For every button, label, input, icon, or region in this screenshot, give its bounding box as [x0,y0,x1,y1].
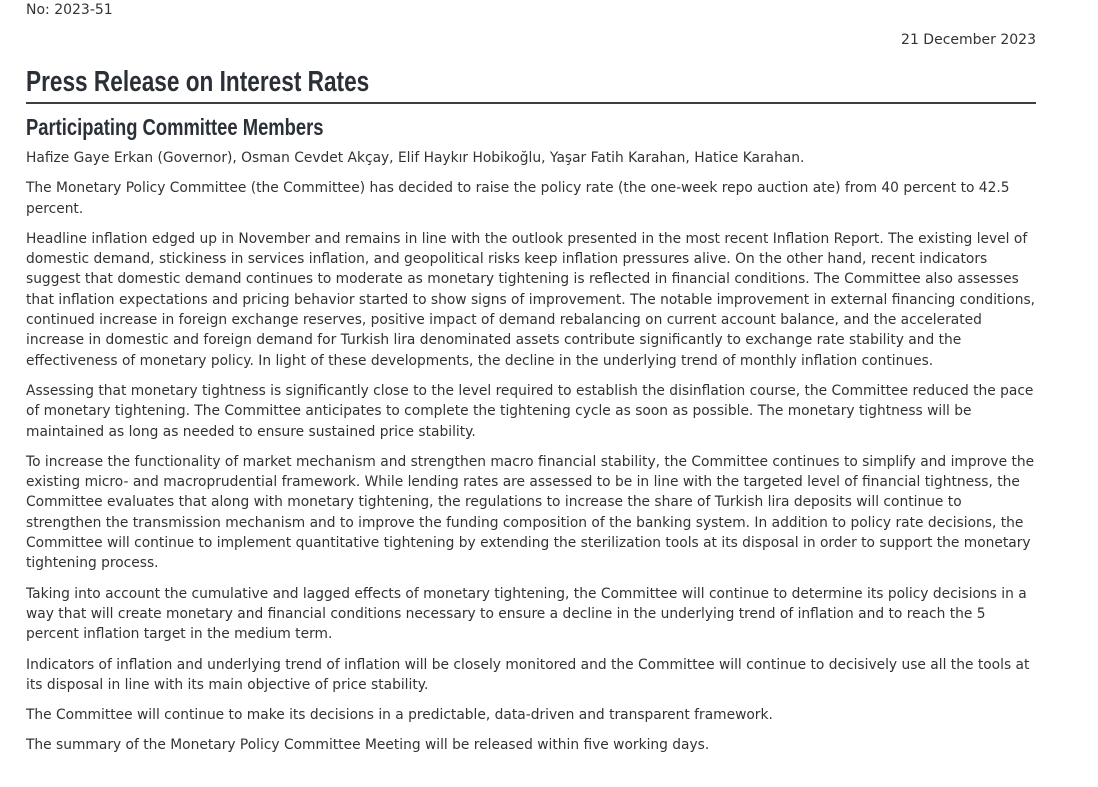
section-heading: Participating Committee Members [26,114,324,140]
paragraph: To increase the functionality of market mechanism and strengthen macro financial stability, the Committee continues to simplify and improve the existing micro- and macroprudential framework. While lending rates are assessed to be in line with the targeted level of financial tightness, the Committee evaluates that along with monetary tightening, the regulations to increase the share of Turkish lira deposits will continue to strengthen the transmission mechanism and to improve the funding composition of the banking system. In addition to policy rate decisions, the Committee will continue to implement quantitative tightening by extending the sterilization tools at its disposal in order to support the monetary tightening process. [26,453,1035,572]
release-date: 21 December 2023 [901,32,1036,48]
paragraph: Taking into account the cumulative and lagged effects of monetary tightening, the Committee will continue to determine its policy decisions in a way that will create monetary and financial conditions necessary to ensure a decline in the underlying trend of inflation and to reach the 5 percent inflation target in the medium term. [26,585,1027,643]
paragraph: The Monetary Policy Committee (the Committee) has decided to raise the policy rate (the one-week repo auction ate) from 40 percent to 42.5 percent. [26,180,1010,217]
paragraph: Indicators of inflation and underlying trend of inflation will be closely monitored and the Committee will continue to decisively use all the tools at its disposal in line with its main objective of price stability. [26,656,1030,693]
page-title: Press Release on Interest Rates [26,66,370,98]
paragraph: Assessing that monetary tightness is significantly close to the level required to establish the disinflation course, the Committee reduced the pace of monetary tightening. The Committee anticipates to complete the tightening cycle as soon as possible. The monetary tightness will be maintained as long as needed to ensure sustained price stability. [26,382,1034,440]
committee-members: Hafize Gaye Erkan (Governor), Osman Cevdet Akçay, Elif Haykır Hobikoğlu, Yaşar Fatih Karahan, Hatice Karahan. [26,150,805,166]
release-number: No: 2023-51 [26,2,113,18]
title-divider [26,102,1036,104]
paragraph: Headline inflation edged up in November and remains in line with the outlook presented in the most recent Inflation Report. The existing level of domestic demand, stickiness in services inflation, and geopolitical risks keep inflation pressures alive. On the other hand, recent indicators suggest that domestic demand continues to moderate as monetary tightening is reflected in financial conditions. The Committee also assesses that inflation expectations and pricing behavior started to show signs of improvement. The notable improvement in external financing conditions, continued increase in foreign exchange reserves, positive impact of demand rebalancing on current account balance, and the accelerated increase in domestic and foreign demand for Turkish lira denominated assets contribute significantly to exchange rate stability and the effectiveness of monetary policy. In light of these developments, the decline in the underlying trend of monthly inflation continues. [26,230,1036,369]
release-body [26,148,1038,766]
paragraph: The Committee will continue to make its decisions in a predictable, data-driven and transparent framework. [26,707,773,724]
paragraph: The summary of the Monetary Policy Committee Meeting will be released within five working days. [26,737,710,754]
